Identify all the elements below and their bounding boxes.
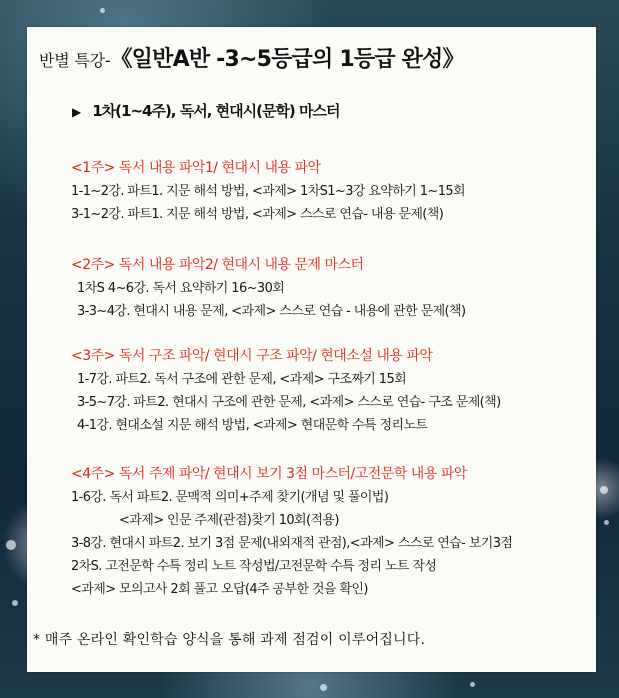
background-sparkle [6, 540, 16, 550]
subtitle-text: 1차(1~4주), 독서, 현대시(문학) 마스터 [92, 102, 340, 120]
week-1-title: <1주> 독서 내용 파악1/ 현대시 내용 파악 [71, 160, 321, 176]
week-2-block [71, 254, 591, 323]
footer-notice: * 매주 온라인 확인학습 양식을 통해 과제 점검이 이루어집니다. [33, 632, 426, 648]
week-2-title: <2주> 독서 내용 파악2/ 현대시 내용 문제 마스터 [71, 257, 364, 273]
week-4-line-5: <과제> 모의고사 2회 풀고 오답(4주 공부한 것을 확인) [71, 582, 368, 597]
week-1-line-1: 1-1~2강. 파트1. 지문 해석 방법, <과제> 1차S1~3강 요약하기 1~15회 [71, 184, 466, 199]
background-sparkle [320, 684, 327, 691]
background-sparkle [600, 486, 608, 494]
week-2-line-2: 3-3~4강. 현대시 내용 문제, <과제> 스스로 연습 - 내용에 관한 문제(책) [77, 304, 466, 319]
background-sparkle [100, 8, 105, 13]
week-4-line-2: <과제> 인문 주제(관점)찾기 10회(적용) [119, 513, 339, 528]
week-4-title: <4주> 독서 주제 파악/ 현대시 보기 3점 마스터/고전문학 내용 파악 [71, 466, 467, 482]
week-3-line-2: 3-5~7강. 파트2. 현대시 구조에 관한 문제, <과제> 스스로 연습- 구조 문제(책) [77, 395, 501, 410]
week-4-line-3: 3-8강. 현대시 파트2. 보기 3점 문제(내외재적 관점),<과제> 스스로 연습- 보기3점 [71, 536, 513, 551]
week-3-title: <3주> 독서 구조 파악/ 현대시 구조 파악/ 현대소설 내용 파악 [71, 348, 433, 364]
background-sparkle [470, 682, 475, 687]
page-title [39, 49, 464, 71]
background-sparkle [604, 520, 609, 525]
title-main: 《일반A반 -3~5등급의 1등급 완성》 [110, 47, 464, 72]
week-3-block [71, 345, 591, 437]
week-4-line-1: 1-6강. 독서 파트2. 문맥적 의미+주제 찾기(개념 및 풀이법) [71, 490, 389, 505]
week-2-line-1: 1차S 4~6강. 독서 요약하기 16~30회 [77, 281, 285, 296]
week-3-line-1: 1-7강. 파트2. 독서 구조에 관한 문제, <과제> 구조짜기 15회 [77, 372, 407, 387]
schedule-panel [27, 27, 596, 672]
background-sparkle [12, 600, 18, 606]
week-4-block [71, 463, 591, 601]
week-1-line-2: 3-1~2강. 파트1. 지문 해석 방법, <과제> 스스로 연습- 내용 문제(책) [71, 207, 444, 222]
title-prefix: 반별 특강- [39, 51, 111, 70]
section-subtitle [72, 100, 339, 121]
week-3-line-3: 4-1강. 현대소설 지문 해석 방법, <과제> 현대문학 수특 정리노트 [77, 418, 428, 433]
week-4-line-4: 2차S. 고전문학 수특 정리 노트 작성법/고전문학 수특 정리 노트 작성 [71, 559, 437, 574]
week-1-block [71, 157, 591, 226]
play-arrow-icon: ▶ [72, 105, 81, 119]
